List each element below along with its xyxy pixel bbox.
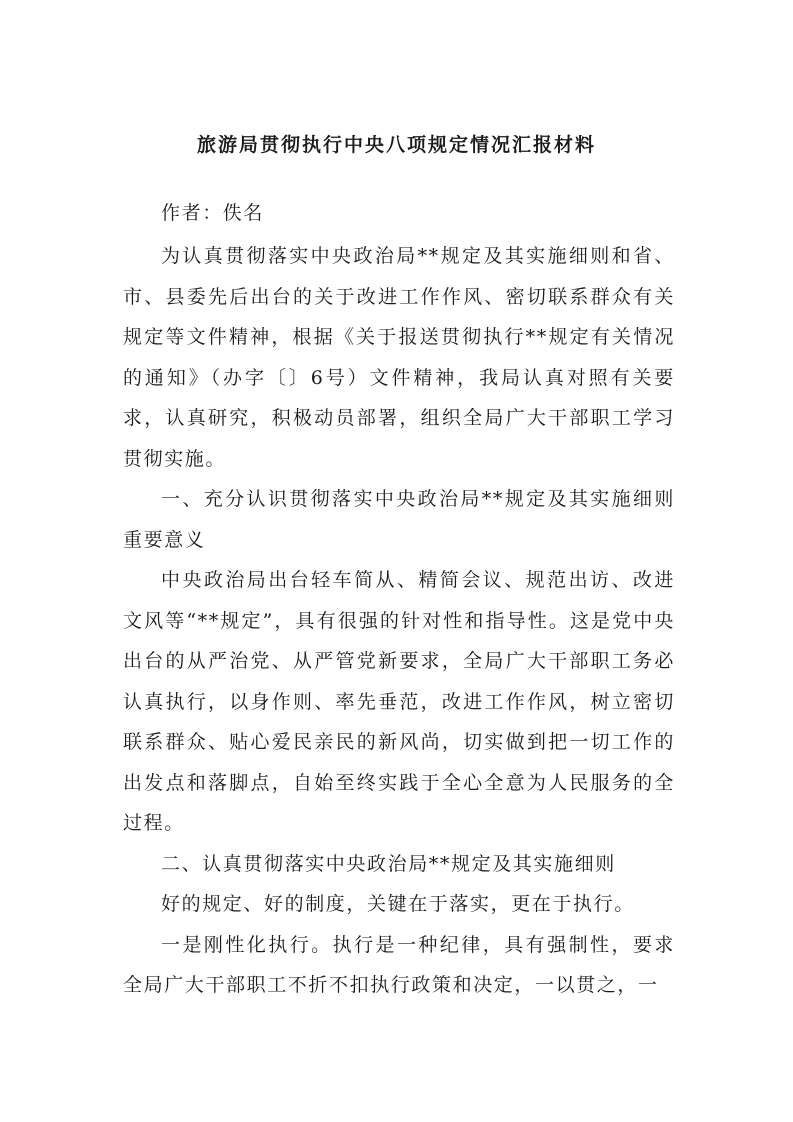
section-heading-1: 一、充分认识贯彻落实中央政治局**规定及其实施细则重要意义 bbox=[123, 488, 675, 551]
document-title: 旅游局贯彻执行中央八项规定情况汇报材料 bbox=[196, 134, 596, 156]
paragraph-intro: 为认真贯彻落实中央政治局**规定及其实施细则和省、市、县委先后出台的关于改进工作作风、密切联系群众有关规定等文件精神，根据《关于报送贯彻执行**规定有关情况的通知》（办字〔〕6号）文件精神，我局认真对照有关要求，认真研究，积极动员部署，组织全局广大干部职工学习贯彻实施。 bbox=[123, 245, 675, 470]
section-heading-2: 二、认真贯彻落实中央政治局**规定及其实施细则 bbox=[161, 852, 616, 875]
author-line: 作者：佚名 bbox=[161, 202, 265, 224]
document-body bbox=[123, 194, 675, 1006]
paragraph-implementation: 好的规定、好的制度，关键在于落实，更在于执行。 bbox=[161, 893, 635, 915]
paragraph-rigid-execution: 一是刚性化执行。执行是一种纪律，具有强制性，要求全局广大干部职工不折不扣执行政策和决定，一以贯之，一 bbox=[123, 933, 675, 996]
paragraph-significance: 中央政治局出台轻车简从、精简会议、规范出访、改进文风等“**规定”，具有很强的针对性和指导性。这是党中央出台的从严治党、从严管党新要求，全局广大干部职工务必认真执行，以身作则、率先垂范，改进工作作风，树立密切联系群众、贴心爱民亲民的新风尚，切实做到把一切工作的出发点和落脚点，自始至终实践于全心全意为人民服务的全过程。 bbox=[123, 569, 675, 834]
